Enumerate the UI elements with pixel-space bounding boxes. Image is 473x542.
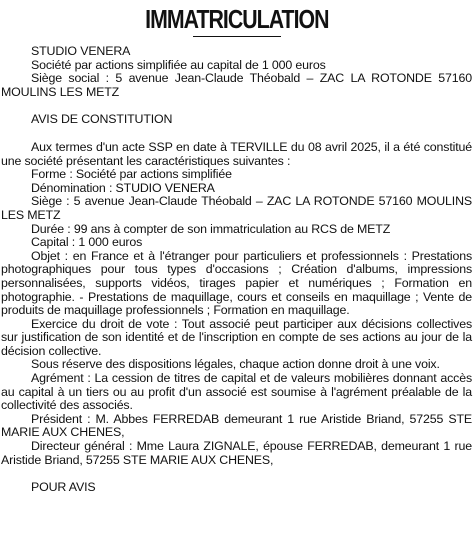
title-underline: [193, 36, 281, 37]
constitution-paragraph: Aux termes d'un acte SSP en date à TERVILLE du 08 avril 2025, il a été constitué une société présentant les caractéristiques suivantes :: [1, 139, 472, 168]
section-gap: [1, 99, 472, 113]
notice-heading: IMMATRICULATION: [144, 4, 329, 34]
section-gap: [1, 127, 472, 141]
seat-line: Siège : 5 avenue Jean-Claude Théobald – ZAC LA ROTONDE 57160 MOULINS LES METZ: [1, 194, 472, 222]
general-director-paragraph: Directeur général : Mme Laura ZIGNALE, épouse FERREDAB, demeurant 1 rue Aristide Briand, 57255 STE MARIE AUX CHENES,: [1, 439, 472, 467]
voting-rights-paragraph: Exercice du droit de vote : Tout associé peut participer aux décisions collectives sur justification de son identité et de l'inscription en compte de ses actions au jour de la décision collective.: [1, 316, 472, 358]
company-form: Société par actions simplifiée au capital de 1 000 euros: [31, 57, 326, 72]
approval-paragraph: Agrément : La cession de titres de capital et de valeurs mobilières donnant accès au capital à un tiers ou au profit d'un associé est soumise à l'agrément préalable de la collectivité des associés.: [1, 371, 472, 413]
vote-rule-line: Sous réserve des dispositions légales, chaque action donne droit à une voix.: [31, 357, 440, 372]
president-paragraph: Président : M. Abbes FERREDAB demeurant 1 rue Aristide Briand, 57255 STE MARIE AUX CHENES,: [1, 411, 472, 440]
purpose-paragraph: Objet : en France et à l'étranger pour particuliers et professionnels : Prestations photographiques pour tous types d'occasions ; Création d'albums, impressions personnalisées, supports vidéos, tirages papier et numériques ; Formation en photographie. - Prestations de maquillage, cours et conseils en maquillage ; Vente de produits de maquillage professionnels ; Formation en maquillage.: [1, 248, 472, 318]
duration-line: Durée : 99 ans à compter de son immatriculation au RCS de METZ: [31, 221, 391, 236]
form-line: Forme : Société par actions simplifiée: [31, 167, 232, 182]
notice-title: AVIS DE CONSTITUTION: [31, 112, 173, 127]
registered-office: Siège social : 5 avenue Jean-Claude Théobald – ZAC LA ROTONDE 57160 MOULINS LES METZ: [1, 71, 472, 99]
company-name: STUDIO VENERA: [31, 44, 131, 58]
denomination-line: Dénomination : STUDIO VENERA: [31, 180, 215, 195]
capital-line: Capital : 1 000 euros: [31, 235, 143, 250]
title-block: [1, 4, 472, 34]
section-gap: [1, 467, 472, 481]
closing-line: POUR AVIS: [31, 480, 96, 495]
